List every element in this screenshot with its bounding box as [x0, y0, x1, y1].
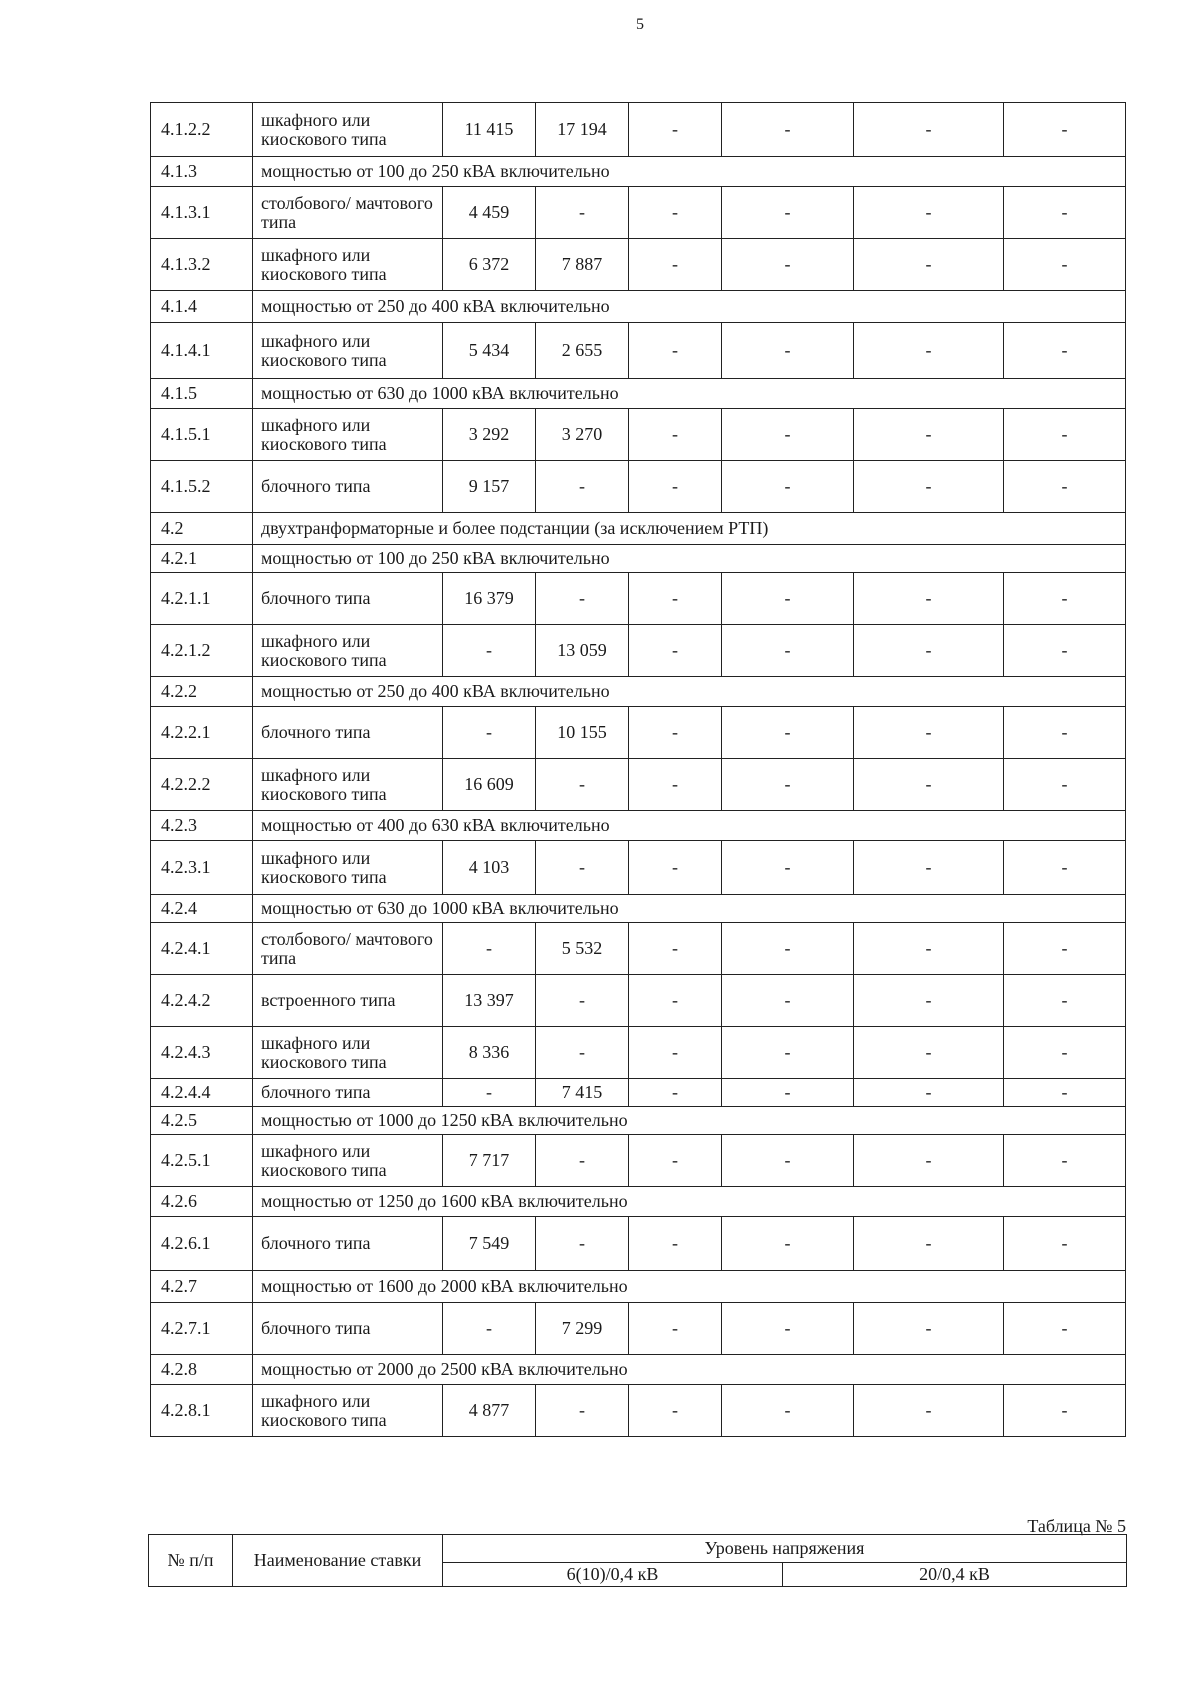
- row-value: -: [854, 239, 1004, 291]
- row-name: блочного типа: [253, 1303, 443, 1355]
- row-value: 3 292: [443, 409, 536, 461]
- row-value: 5 532: [536, 923, 629, 975]
- row-value: -: [1004, 323, 1126, 379]
- row-value: 8 336: [443, 1027, 536, 1079]
- table-row: [151, 573, 1126, 625]
- row-value: -: [629, 1135, 722, 1187]
- row-number: 4.2.5: [151, 1107, 253, 1135]
- row-name: мощностью от 1600 до 2000 кВА включительно: [253, 1271, 1126, 1303]
- row-number: 4.1.5.1: [151, 409, 253, 461]
- row-value: 7 299: [536, 1303, 629, 1355]
- table-5: [148, 1534, 1127, 1587]
- row-value: -: [854, 323, 1004, 379]
- row-value: 10 155: [536, 707, 629, 759]
- row-value: -: [722, 239, 854, 291]
- table5-col-num: № п/п: [149, 1535, 233, 1587]
- row-value: -: [536, 1217, 629, 1271]
- row-value: -: [722, 573, 854, 625]
- row-name: блочного типа: [253, 573, 443, 625]
- row-number: 4.1.3.1: [151, 187, 253, 239]
- table-row: [151, 975, 1126, 1027]
- row-value: -: [443, 1303, 536, 1355]
- row-name: блочного типа: [253, 1079, 443, 1107]
- row-name: мощностью от 2000 до 2500 кВА включительно: [253, 1355, 1126, 1385]
- row-number: 4.2.2: [151, 677, 253, 707]
- table5-voltage-header: Уровень напряжения: [443, 1535, 1127, 1563]
- row-number: 4.2.3: [151, 811, 253, 841]
- tariff-table: [150, 102, 1126, 1437]
- row-value: -: [722, 625, 854, 677]
- row-name: мощностью от 250 до 400 кВА включительно: [253, 291, 1126, 323]
- row-value: -: [1004, 975, 1126, 1027]
- row-value: -: [854, 103, 1004, 157]
- row-name: блочного типа: [253, 1217, 443, 1271]
- row-value: -: [1004, 841, 1126, 895]
- row-value: -: [722, 1303, 854, 1355]
- row-value: -: [722, 187, 854, 239]
- row-value: -: [854, 1385, 1004, 1437]
- row-value: 16 379: [443, 573, 536, 625]
- row-value: 17 194: [536, 103, 629, 157]
- row-value: -: [854, 1303, 1004, 1355]
- row-name: мощностью от 630 до 1000 кВА включительно: [253, 379, 1126, 409]
- table-row: [151, 1217, 1126, 1271]
- row-value: -: [722, 1217, 854, 1271]
- row-value: -: [629, 841, 722, 895]
- row-name: шкафного или киоскового типа: [253, 103, 443, 157]
- row-value: -: [854, 625, 1004, 677]
- row-value: -: [722, 1385, 854, 1437]
- row-value: -: [722, 1079, 854, 1107]
- row-value: -: [629, 1217, 722, 1271]
- row-value: -: [722, 323, 854, 379]
- row-name: столбового/ мачтового типа: [253, 187, 443, 239]
- row-value: 7 717: [443, 1135, 536, 1187]
- row-value: -: [536, 1385, 629, 1437]
- row-value: 6 372: [443, 239, 536, 291]
- row-name: встроенного типа: [253, 975, 443, 1027]
- table-group-row: [151, 545, 1126, 573]
- row-value: -: [536, 461, 629, 513]
- table-row: [151, 1385, 1126, 1437]
- table-group-row: [151, 1355, 1126, 1385]
- row-value: -: [854, 187, 1004, 239]
- row-number: 4.1.3.2: [151, 239, 253, 291]
- table-group-row: [151, 1271, 1126, 1303]
- row-value: -: [854, 923, 1004, 975]
- row-value: -: [854, 573, 1004, 625]
- row-value: -: [722, 461, 854, 513]
- row-value: -: [629, 323, 722, 379]
- row-value: -: [1004, 1303, 1126, 1355]
- row-number: 4.2.8: [151, 1355, 253, 1385]
- row-number: 4.2.6.1: [151, 1217, 253, 1271]
- row-value: -: [854, 1079, 1004, 1107]
- row-number: 4.2.1: [151, 545, 253, 573]
- row-name: мощностью от 400 до 630 кВА включительно: [253, 811, 1126, 841]
- row-name: шкафного или киоскового типа: [253, 759, 443, 811]
- row-value: 11 415: [443, 103, 536, 157]
- row-name: мощностью от 630 до 1000 кВА включительно: [253, 895, 1126, 923]
- row-value: -: [629, 461, 722, 513]
- row-value: -: [722, 409, 854, 461]
- row-value: -: [1004, 239, 1126, 291]
- row-value: -: [629, 625, 722, 677]
- row-value: -: [629, 923, 722, 975]
- row-value: -: [629, 409, 722, 461]
- row-value: -: [1004, 103, 1126, 157]
- row-value: -: [1004, 573, 1126, 625]
- table-row: [151, 323, 1126, 379]
- row-value: -: [854, 841, 1004, 895]
- row-value: 7 415: [536, 1079, 629, 1107]
- row-value: -: [629, 1079, 722, 1107]
- row-number: 4.1.4: [151, 291, 253, 323]
- row-name: шкафного или киоскового типа: [253, 409, 443, 461]
- row-name: блочного типа: [253, 707, 443, 759]
- row-name: мощностью от 250 до 400 кВА включительно: [253, 677, 1126, 707]
- table-row: [151, 103, 1126, 157]
- table-group-row: [151, 291, 1126, 323]
- row-number: 4.2.2.1: [151, 707, 253, 759]
- row-number: 4.1.5.2: [151, 461, 253, 513]
- table-row: [151, 187, 1126, 239]
- row-value: -: [854, 409, 1004, 461]
- row-value: 3 270: [536, 409, 629, 461]
- row-value: -: [722, 707, 854, 759]
- table-row: [151, 409, 1126, 461]
- row-value: 7 549: [443, 1217, 536, 1271]
- row-name: двухтранформаторные и более подстанции (за исключением РТП): [253, 513, 1126, 545]
- row-value: -: [1004, 1027, 1126, 1079]
- row-value: -: [443, 625, 536, 677]
- row-number: 4.1.4.1: [151, 323, 253, 379]
- table-row: [151, 625, 1126, 677]
- tariff-table-body: [151, 103, 1126, 1437]
- row-value: -: [629, 573, 722, 625]
- row-number: 4.2.5.1: [151, 1135, 253, 1187]
- row-value: -: [1004, 1135, 1126, 1187]
- table-group-row: [151, 379, 1126, 409]
- table-group-row: [151, 811, 1126, 841]
- row-value: -: [854, 1217, 1004, 1271]
- row-value: -: [1004, 187, 1126, 239]
- table-group-row: [151, 157, 1126, 187]
- table-row: [151, 1027, 1126, 1079]
- row-value: -: [536, 759, 629, 811]
- table5-voltage-level: 20/0,4 кВ: [783, 1563, 1127, 1587]
- row-value: -: [629, 239, 722, 291]
- row-value: 13 059: [536, 625, 629, 677]
- row-number: 4.2.7.1: [151, 1303, 253, 1355]
- table-group-row: [151, 677, 1126, 707]
- row-value: -: [536, 1135, 629, 1187]
- row-value: -: [722, 103, 854, 157]
- table-row: [151, 707, 1126, 759]
- row-value: -: [1004, 461, 1126, 513]
- row-value: -: [629, 103, 722, 157]
- row-number: 4.2: [151, 513, 253, 545]
- row-name: мощностью от 1000 до 1250 кВА включительно: [253, 1107, 1126, 1135]
- table-group-row: [151, 1187, 1126, 1217]
- row-value: 16 609: [443, 759, 536, 811]
- row-number: 4.2.3.1: [151, 841, 253, 895]
- row-value: -: [629, 1385, 722, 1437]
- row-value: -: [536, 573, 629, 625]
- row-value: -: [443, 1079, 536, 1107]
- row-value: 4 103: [443, 841, 536, 895]
- row-value: -: [536, 975, 629, 1027]
- row-name: мощностью от 100 до 250 кВА включительно: [253, 157, 1126, 187]
- row-value: -: [1004, 707, 1126, 759]
- row-name: шкафного или киоскового типа: [253, 323, 443, 379]
- row-name: шкафного или киоскового типа: [253, 1135, 443, 1187]
- table-caption: Таблица № 5: [1027, 1516, 1126, 1536]
- row-number: 4.2.4.2: [151, 975, 253, 1027]
- row-value: -: [854, 759, 1004, 811]
- table-row: [151, 239, 1126, 291]
- row-value: -: [1004, 759, 1126, 811]
- row-value: -: [1004, 1079, 1126, 1107]
- row-number: 4.1.2.2: [151, 103, 253, 157]
- row-number: 4.1.5: [151, 379, 253, 409]
- row-value: -: [1004, 923, 1126, 975]
- row-value: 7 887: [536, 239, 629, 291]
- row-value: -: [722, 923, 854, 975]
- row-number: 4.2.6: [151, 1187, 253, 1217]
- row-value: -: [854, 1027, 1004, 1079]
- row-number: 4.2.2.2: [151, 759, 253, 811]
- row-value: -: [722, 1135, 854, 1187]
- row-value: -: [722, 841, 854, 895]
- table-group-row: [151, 513, 1126, 545]
- row-value: -: [629, 975, 722, 1027]
- row-value: -: [629, 759, 722, 811]
- row-name: шкафного или киоскового типа: [253, 1385, 443, 1437]
- table5-voltage-level: 6(10)/0,4 кВ: [443, 1563, 783, 1587]
- table-row: [151, 841, 1126, 895]
- row-value: 9 157: [443, 461, 536, 513]
- row-value: -: [722, 759, 854, 811]
- row-value: 5 434: [443, 323, 536, 379]
- row-value: -: [1004, 625, 1126, 677]
- row-name: шкафного или киоскового типа: [253, 239, 443, 291]
- table5-col-name: Наименование ставки: [233, 1535, 443, 1587]
- row-value: 4 459: [443, 187, 536, 239]
- row-value: 13 397: [443, 975, 536, 1027]
- row-value: -: [854, 975, 1004, 1027]
- row-number: 4.2.8.1: [151, 1385, 253, 1437]
- row-value: -: [536, 841, 629, 895]
- row-value: -: [443, 923, 536, 975]
- table-row: [151, 1135, 1126, 1187]
- row-number: 4.2.4.1: [151, 923, 253, 975]
- row-number: 4.2.7: [151, 1271, 253, 1303]
- row-value: -: [854, 461, 1004, 513]
- row-value: -: [1004, 1217, 1126, 1271]
- table-row: [151, 923, 1126, 975]
- row-name: блочного типа: [253, 461, 443, 513]
- row-name: шкафного или киоскового типа: [253, 625, 443, 677]
- row-name: столбового/ мачтового типа: [253, 923, 443, 975]
- row-value: -: [1004, 1385, 1126, 1437]
- row-value: -: [536, 187, 629, 239]
- table-row: [151, 759, 1126, 811]
- row-value: -: [629, 707, 722, 759]
- table-group-row: [151, 895, 1126, 923]
- table-row: [151, 1079, 1126, 1107]
- row-number: 4.2.4.4: [151, 1079, 253, 1107]
- row-value: -: [1004, 409, 1126, 461]
- row-number: 4.2.1.2: [151, 625, 253, 677]
- table-row: [151, 1303, 1126, 1355]
- row-number: 4.2.4.3: [151, 1027, 253, 1079]
- row-name: мощностью от 100 до 250 кВА включительно: [253, 545, 1126, 573]
- page-number: 5: [636, 16, 644, 33]
- row-value: -: [629, 1027, 722, 1079]
- row-value: -: [629, 1303, 722, 1355]
- row-value: -: [722, 1027, 854, 1079]
- row-value: -: [854, 707, 1004, 759]
- row-number: 4.2.4: [151, 895, 253, 923]
- row-number: 4.1.3: [151, 157, 253, 187]
- row-name: шкафного или киоскового типа: [253, 841, 443, 895]
- row-value: -: [854, 1135, 1004, 1187]
- row-value: -: [629, 187, 722, 239]
- row-value: -: [443, 707, 536, 759]
- row-name: шкафного или киоскового типа: [253, 1027, 443, 1079]
- table-group-row: [151, 1107, 1126, 1135]
- row-value: 4 877: [443, 1385, 536, 1437]
- row-value: 2 655: [536, 323, 629, 379]
- row-name: мощностью от 1250 до 1600 кВА включительно: [253, 1187, 1126, 1217]
- table-row: [151, 461, 1126, 513]
- row-value: -: [536, 1027, 629, 1079]
- row-number: 4.2.1.1: [151, 573, 253, 625]
- row-value: -: [722, 975, 854, 1027]
